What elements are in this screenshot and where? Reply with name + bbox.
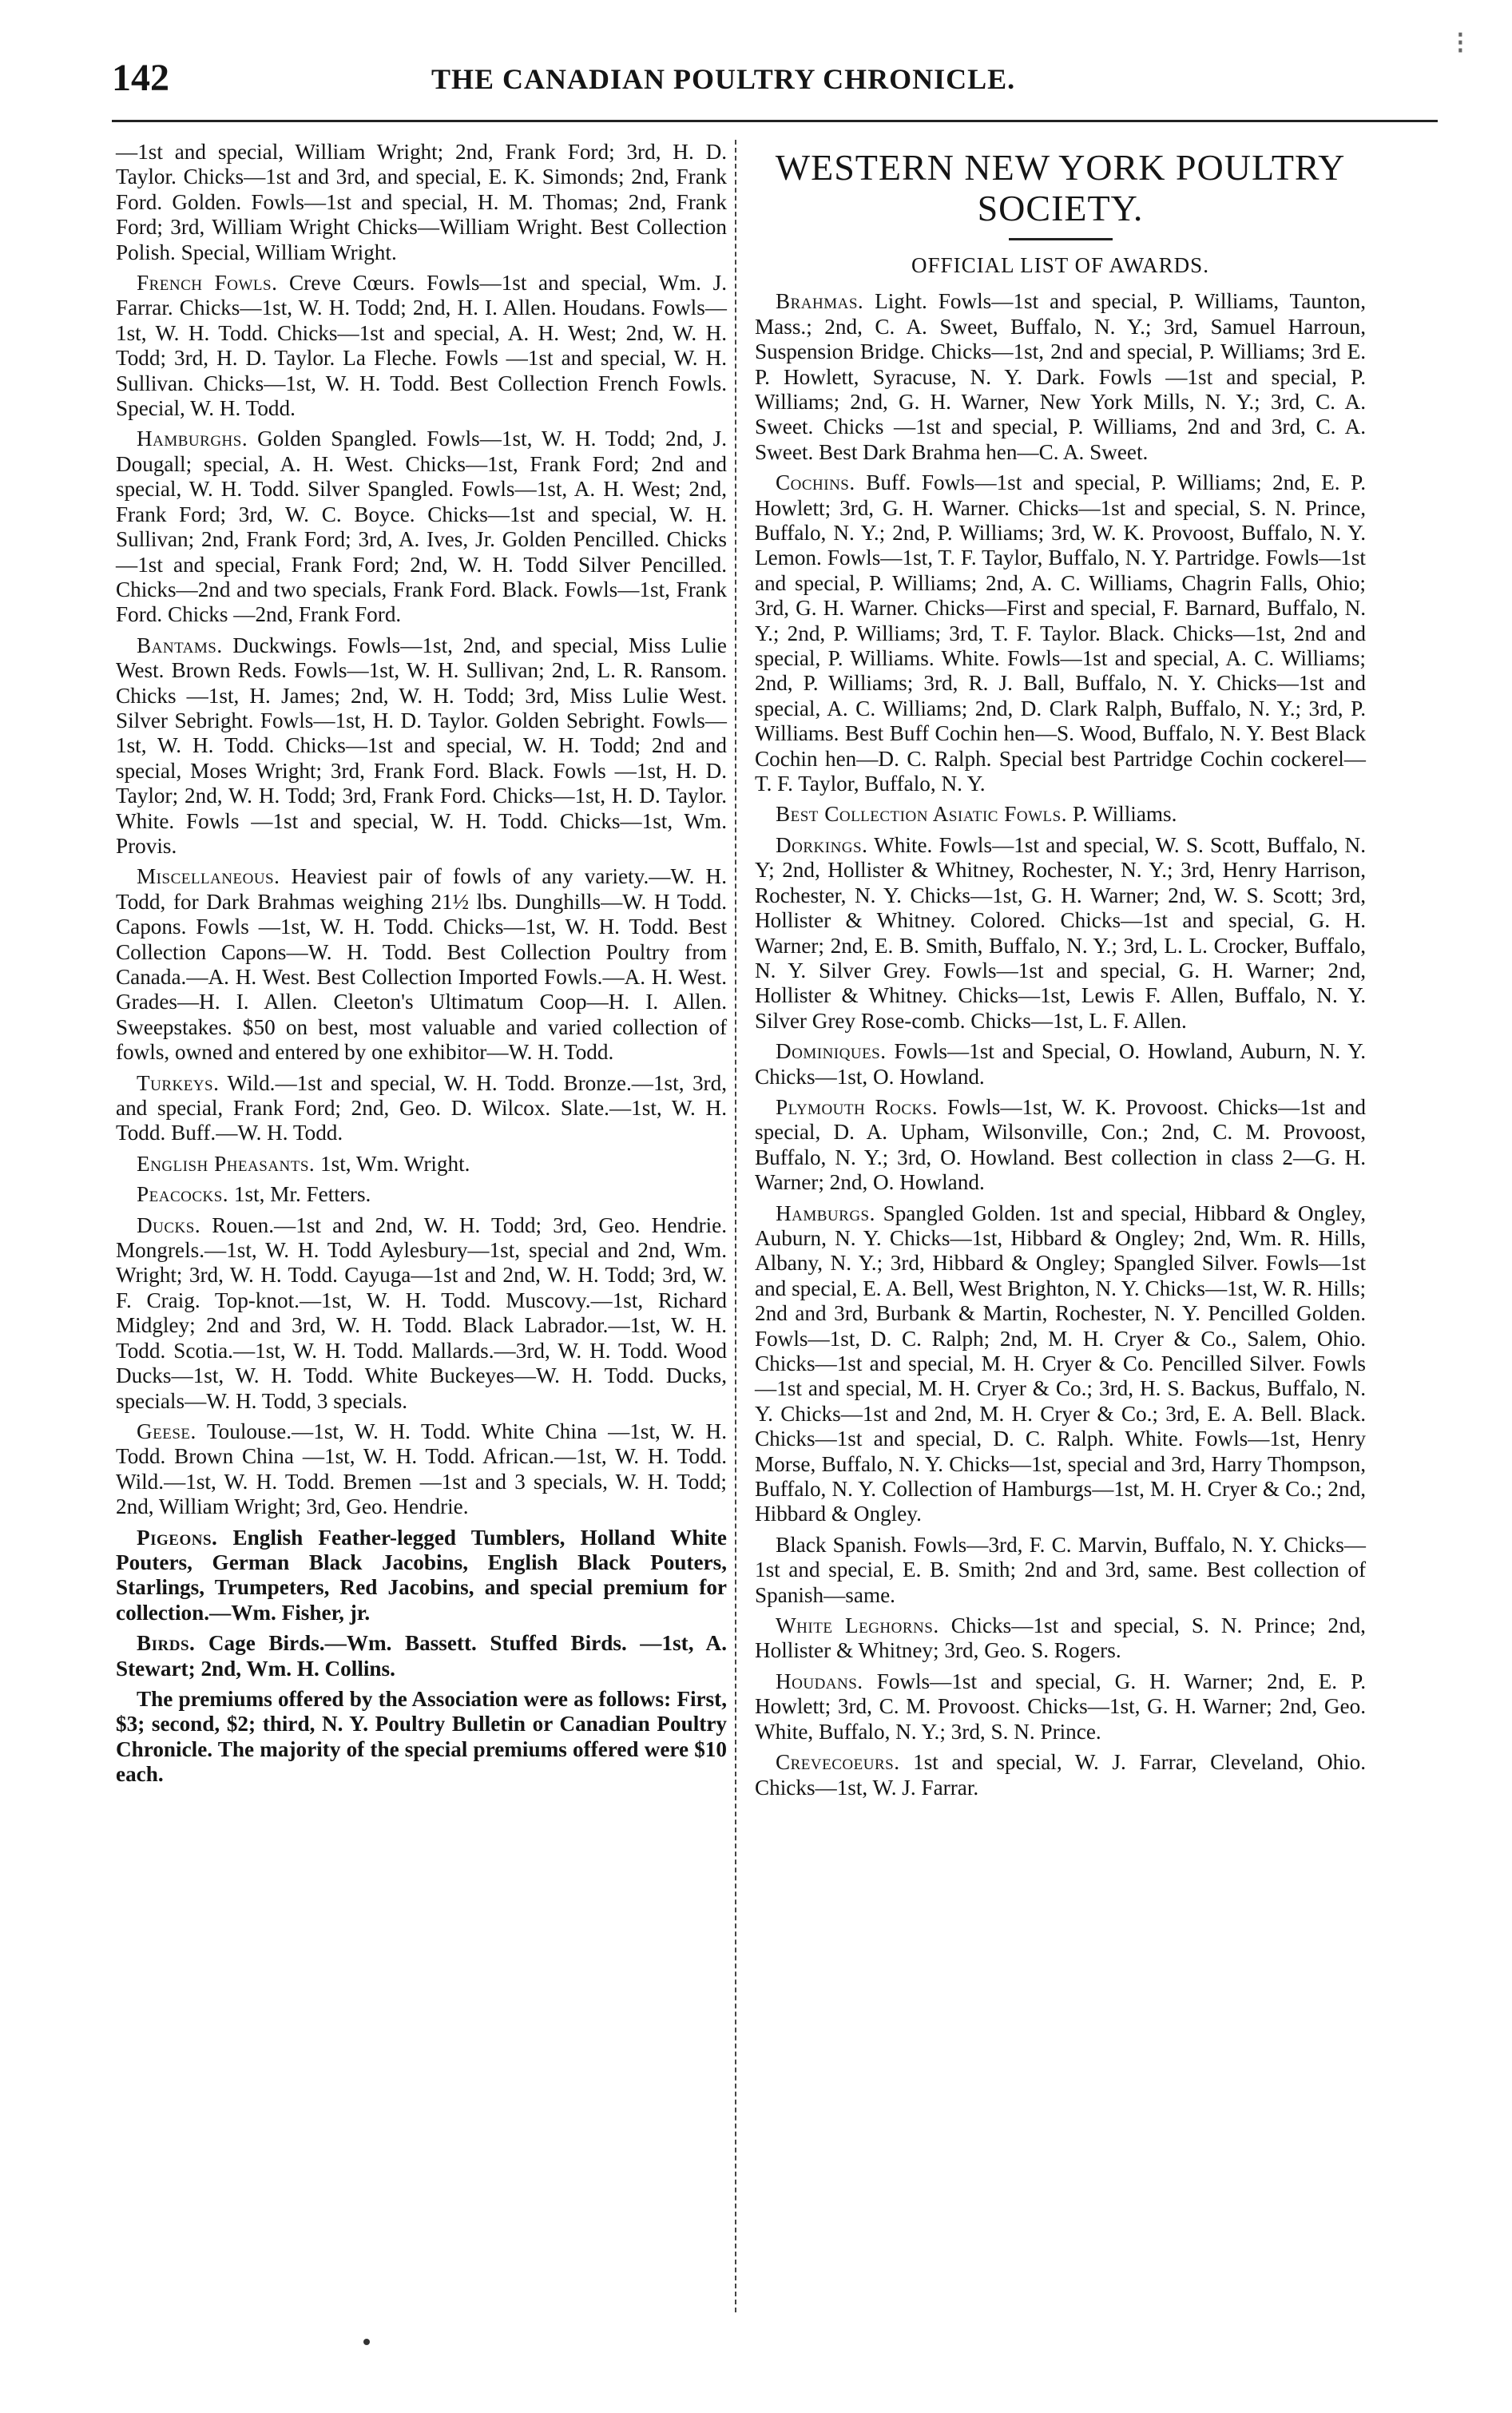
award-text: Buff. Fowls—1st and special, P. Williams; 2nd, E. P. Howlett; 3rd, G. H. Warner. Chicks—1st and special, S. N. Prince, Buffalo, N. Y.; 2nd, P. Williams; 3rd, W. K. Provoost, Buffalo, N. Y. Lemon. Fowls—1st, T. F. Taylor, Buffalo, N. Y. Partridge. Fowls—1st and special, P. Williams; 2nd, A. C. Williams, Chagrin Falls, Ohio; 3rd, G. H. Warner. Chicks—First and special, F. Barnard, Buffalo, N. Y.; 2nd, P. Williams; 3rd, T. F. Taylor. Black. Chicks—1st, 2nd and special, P. Williams. White. Fowls—1st and special, A. C. Williams; 2nd, P. Williams; 3rd, R. J. Ball, Buffalo, N. Y. Chicks—1st and special, A. C. Williams; 2nd, D. Clark Ralph, Buffalo, N. Y.; 3rd, P. Williams. Best Buff Cochin hen—S. Wood, Buffalo, N. Y. Best Black Cochin hen—D. C. Ralph. Special best Partridge Cochin cockerel—T. F. Taylor, Buffalo, N. Y. [755, 470, 1366, 796]
article-title: WESTERN NEW YORK POULTRY SOCIETY. [775, 147, 1346, 228]
award-paragraph [755, 1039, 1366, 1089]
category-heading: Hamburgs. [776, 1201, 875, 1225]
article-subtitle: OFFICIAL LIST OF AWARDS. [911, 253, 1209, 278]
award-text: Black Spanish. Fowls—3rd, F. C. Marvin, Buffalo, N. Y. Chicks—1st and special, E. B. Smith; 2nd and 3rd, same. Best collection of Spanish—same. [755, 1532, 1366, 1607]
award-paragraph [755, 1533, 1366, 1608]
award-text: Duckwings. Fowls—1st, 2nd, and special, Miss Lulie West. Brown Reds. Fowls—1st, W. H. Sullivan; 2nd, L. R. Ransom. Chicks —1st, H. James; 2nd, W. H. Todd; 3rd, Miss Lulie West. Silver Sebright. Fowls—1st, H. D. Taylor. Golden Sebright. Fowls—1st, W. H. Todd. Chicks—1st and special, W. H. Todd; 2nd and special, Moses Wright; 3rd, Frank Ford. Black. Fowls —1st, H. D. Taylor; 2nd, W. H. Todd; 3rd, Frank Ford. Chicks—1st, H. D. Taylor. White. Fowls —1st and special, W. H. Todd. Chicks—1st, Wm. Provis. [116, 633, 727, 858]
category-heading: Hamburghs. [137, 427, 248, 451]
award-paragraph [755, 1095, 1366, 1196]
award-text: 1st and special, W. J. Farrar, Cleveland, Ohio. Chicks—1st, W. J. Farrar. [755, 1750, 1366, 1800]
award-text: 1st, Mr. Fetters. [228, 1182, 371, 1207]
award-paragraph [116, 1071, 727, 1146]
right-column [755, 140, 1366, 1806]
category-heading: Miscellaneous. [137, 864, 280, 889]
category-heading: Birds. [137, 1631, 196, 1656]
award-text: The premiums offered by the Association were as follows: First, $3; second, $2; third, N. Y. Poultry Bulletin or Canadian Poultry Chronicle. The majority of the special premiums offered were $10 each. [116, 1686, 727, 1787]
award-text: White. Fowls—1st and special, W. S. Scott, Buffalo, N. Y; 2nd, Hollister & Whitney, Rochester, N. Y.; 3rd, Henry Harrison, Rochester, N. Y. Chicks—1st, G. H. Warner; 2nd, W. S. Scott; 3rd, Hollister & Whitney. Colored. Chicks—1st and special, G. H. Warner; 2nd, E. B. Smith, Buffalo, N. Y.; 3rd, L. L. Crocker, Buffalo, N. Y. Silver Grey. Fowls—1st and special, G. H. Warner; 2nd, Hollister & Whitney. Chicks—1st, Lewis F. Allen, Buffalo, N. Y. Silver Grey Rose-comb. Chicks—1st, L. F. Allen. [755, 832, 1366, 1033]
award-paragraph [116, 271, 727, 421]
printer-dot [363, 2339, 370, 2345]
category-heading: Geese. [137, 1419, 196, 1443]
left-column [116, 140, 727, 1793]
award-paragraph [116, 1687, 727, 1788]
award-paragraph [116, 864, 727, 1065]
category-heading: Dominiques. [776, 1039, 887, 1064]
award-paragraph [755, 470, 1366, 796]
award-paragraph [116, 140, 727, 265]
category-heading: Dorkings. [776, 832, 868, 857]
award-text: Fowls—1st and special, G. H. Warner; 2nd, E. P. Howlett; 3rd, C. M. Provoost. Chicks—1st, G. H. Warner; 2nd, Geo. White, Buffalo, N. Y.; 3rd, S. N. Prince. [755, 1669, 1366, 1744]
category-heading: Pigeons. [137, 1525, 218, 1550]
category-heading: Cochins. [776, 470, 855, 495]
category-heading: English Pheasants. [137, 1151, 315, 1176]
award-text: Heaviest pair of fowls of any variety.—W. H. Todd, for Dark Brahmas weighing 21½ lbs. Dunghills—W. H Todd. Capons. Fowls —1st, W. H. Todd. Chicks—1st, W. H. Todd. Best Collection Capons—W. H. Todd. Best Collection Poultry from Canada.—A. H. West. Best Collection Imported Fowls.—A. H. West. Grades—H. I. Allen. Cleeton's Ultimatum Coop—H. I. Allen. Sweepstakes. $50 on best, most valuable and varied collection of fowls, owned and entered by one exhibitor—W. H. Todd. [116, 864, 727, 1065]
award-paragraph [755, 1750, 1366, 1800]
award-paragraph [755, 289, 1366, 465]
award-text: Toulouse.—1st, W. H. Todd. White China —1st, W. H. Todd. Brown China —1st, W. H. Todd. African.—1st, W. H. Todd. Wild.—1st, W. H. Todd. Bremen —1st and 3 specials, W. H. Todd; 2nd, William Wright; 3rd, Geo. Hendrie. [116, 1419, 727, 1519]
category-heading: Crevecoeurs. [776, 1750, 900, 1775]
page-number: 142 [112, 57, 169, 99]
award-paragraph [116, 633, 727, 859]
award-text: Wild.—1st and special, W. H. Todd. Bronze.—1st, 3rd, and special, Frank Ford; 2nd, Geo. D. Wilcox. Slate.—1st, W. H. Todd. Buff.—W. H. Todd. [116, 1070, 727, 1145]
running-title: THE CANADIAN POULTRY CHRONICLE. [431, 63, 1016, 95]
award-text: Golden Spangled. Fowls—1st, W. H. Todd; 2nd, J. Dougall; special, A. H. West. Chicks—1st, Frank Ford; 2nd and special, W. H. Todd. Silver Spangled. Fowls—1st, A. H. West; 2nd, Frank Ford; 3rd, W. C. Boyce. Chicks—1st and special, W. H. Sullivan; 2nd, Frank Ford; 3rd, A. Ives, Jr. Golden Pencilled. Chicks—1st and special, Frank Ford; 2nd, W. H. Todd Silver Pencilled. Chicks—2nd and two specials, Frank Ford. Black. Fowls—1st, Frank Ford. Chicks —2nd, Frank Ford. [116, 427, 727, 627]
category-heading: Turkeys. [137, 1070, 220, 1095]
category-heading: Ducks. [137, 1212, 201, 1237]
award-text: Chicks—1st and special, S. N. Prince; 2nd, Hollister & Whitney; 3rd, Geo. S. Rogers. [755, 1613, 1366, 1663]
header-rule [112, 120, 1438, 122]
category-heading: French Fowls. [137, 271, 278, 296]
award-text: Spangled Golden. 1st and special, Hibbard & Ongley, Auburn, N. Y. Chicks—1st, Hibbard & Ongley; 2nd, Wm. R. Hills, Albany, N. Y.; 3rd, Hibbard & Ongley; Spangled Silver. Fowls—1st and special, E. A. Bell, West Brighton, N. Y. Chicks—1st, W. R. Hills; 2nd and 3rd, Burbank & Martin, Rochester, N. Y. Pencilled Golden. Fowls—1st, D. C. Ralph; 2nd, M. H. Cryer & Co., Salem, Ohio. Chicks—1st and special, M. H. Cryer & Co. Pencilled Silver. Fowls—1st and special, M. H. Cryer & Co.; 3rd, H. S. Backus, Buffalo, N. Y. Chicks—1st and 2nd, M. H. Cryer & Co.; 3rd, E. A. Bell. Black. Chicks—1st and special, D. C. Ralph. White. Fowls—1st, Henry Morse, Buffalo, N. Y. Chicks—1st, special and 3rd, Harry Thompson, Buffalo, N. Y. Collection of Hamburgs—1st, M. H. Cryer & Co.; 2nd, Hibbard & Ongley. [755, 1201, 1366, 1526]
award-text: Rouen.—1st and 2nd, W. H. Todd; 3rd, Geo. Hendrie. Mongrels.—1st, W. H. Todd Aylesbury—1st, special and 2nd, Wm. Wright; 3rd, W. H. Todd. Cayuga—1st and 2nd, W. H. Todd; 3rd, W. F. Craig. Top-knot.—1st, W. H. Todd. Muscovy.—1st, Richard Midgley; 2nd and 3rd, W. H. Todd. Black Labrador.—1st, W. H. Todd. Scotia.—1st, W. H. Todd. Mallards.—3rd, W. H. Todd. Wood Ducks—1st, W. H. Todd. White Buckeyes—W. H. Todd. Ducks, specials—W. H. Todd, 3 specials. [116, 1212, 727, 1413]
award-text: English Feather-legged Tumblers, Holland White Pouters, German Black Jacobins, English Black Pouters, Starlings, Trumpeters, Red Jacobins, and special premium for collection.—Wm. Fisher, jr. [116, 1525, 727, 1625]
page-header [112, 50, 1438, 105]
category-heading: Best Collection Asiatic Fowls. [776, 802, 1068, 827]
category-heading: Brahmas. [776, 289, 864, 314]
category-heading: Plymouth Rocks. [776, 1094, 939, 1119]
award-paragraph [755, 833, 1366, 1034]
award-text: Fowls—1st and Special, O. Howland, Auburn, N. Y. Chicks—1st, O. Howland. [755, 1039, 1366, 1089]
award-text: 1st, Wm. Wright. [315, 1151, 470, 1176]
award-paragraph [116, 1182, 727, 1207]
category-heading: White Leghorns. [776, 1613, 939, 1638]
right-column-body [755, 289, 1366, 1800]
award-paragraph [116, 1631, 727, 1681]
award-paragraph [116, 1152, 727, 1177]
award-paragraph [116, 1419, 727, 1520]
category-heading: Peacocks. [137, 1182, 229, 1207]
award-paragraph [755, 1201, 1366, 1527]
corner-scan-mark: ⁝ [1455, 25, 1466, 61]
award-text: P. Williams. [1067, 802, 1177, 827]
award-paragraph [116, 1213, 727, 1414]
title-rule [1009, 238, 1113, 240]
award-paragraph [116, 427, 727, 627]
award-paragraph [755, 1669, 1366, 1744]
award-text: Creve Cœurs. Fowls—1st and special, Wm. J. Farrar. Chicks—1st, W. H. Todd; 2nd, H. I. Allen. Houdans. Fowls—1st, W. H. Todd. Chicks—1st and special, A. H. West; 2nd, W. H. Todd; 3rd, H. D. Taylor. La Fleche. Fowls —1st and special, W. H. Sullivan. Chicks—1st, W. H. Todd. Best Collection French Fowls. Special, W. H. Todd. [116, 271, 727, 421]
column-divider [735, 140, 738, 2312]
category-heading: Bantams. [137, 633, 223, 657]
award-paragraph [755, 802, 1366, 827]
award-paragraph [116, 1526, 727, 1626]
award-text: Cage Birds.—Wm. Bassett. Stuffed Birds. —1st, A. Stewart; 2nd, Wm. H. Collins. [116, 1631, 727, 1681]
award-text: Light. Fowls—1st and special, P. Williams, Taunton, Mass.; 2nd, C. A. Sweet, Buffalo, N. Y.; 3rd, Samuel Harroun, Suspension Bridge. Chicks—1st, 2nd and special, P. Williams; 3rd E. P. Howlett, Syracuse, N. Y. Dark. Fowls —1st and special, P. Williams; 2nd, G. H. Warner, New York Mills, N. Y.; 3rd, C. A. Sweet. Chicks —1st and special, P. Williams, 2nd and 3rd, C. A. Sweet. Best Dark Brahma hen—C. A. Sweet. [755, 289, 1366, 464]
award-text: —1st and special, William Wright; 2nd, Frank Ford; 3rd, H. D. Taylor. Chicks—1st and 3rd, and special, E. K. Simonds; 2nd, Frank Ford. Golden. Fowls—1st and special, H. M. Thomas; 2nd, Frank Ford; 3rd, William Wright Chicks—William Wright. Best Collection Polish. Special, William Wright. [116, 140, 727, 264]
category-heading: Houdans. [776, 1669, 863, 1693]
award-text: Fowls—1st, W. K. Provoost. Chicks—1st and special, D. A. Upham, Wilsonville, Con.; 2nd, C. M. Provoost, Buffalo, N. Y.; 3rd, O. Howland. Best collection in class 2—G. H. Warner; 2nd, O. Howland. [755, 1094, 1366, 1195]
award-paragraph [755, 1613, 1366, 1664]
